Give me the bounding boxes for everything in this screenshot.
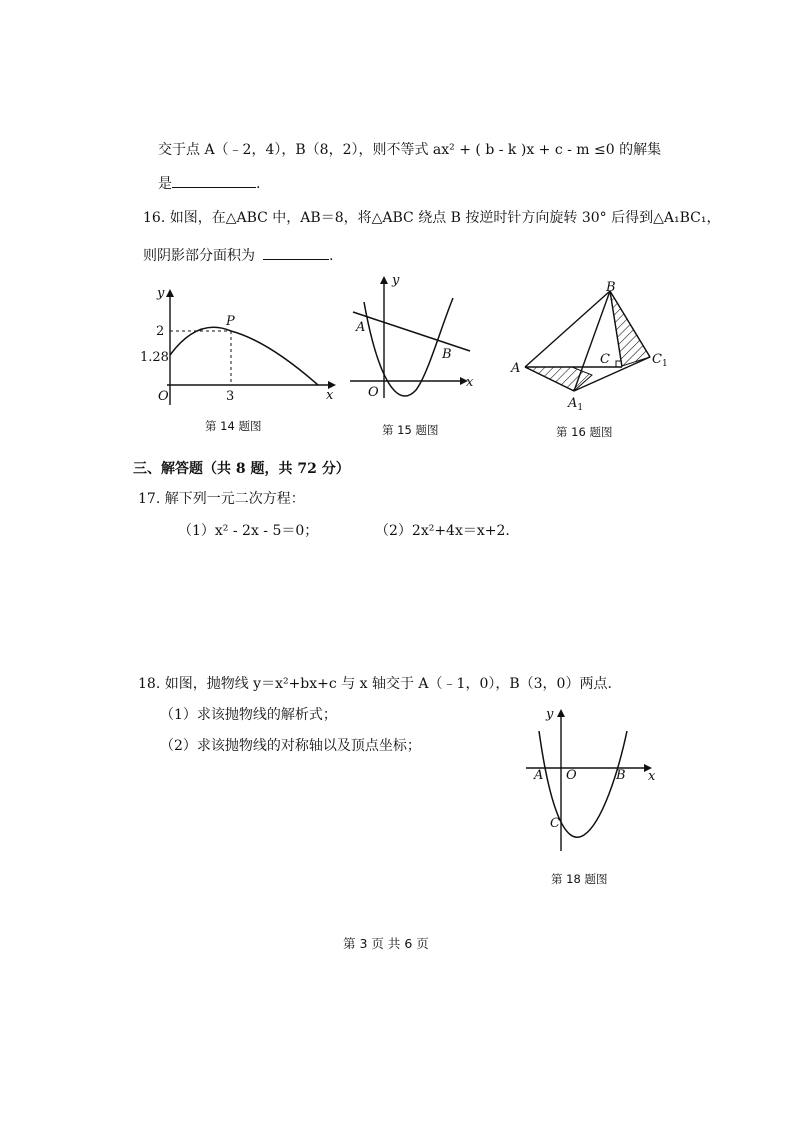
fig18-point-c: C — [550, 816, 560, 831]
fig14-tick-3: 3 — [226, 389, 235, 404]
q18-part-1: （1）求该抛物线的解析式； — [160, 707, 337, 723]
fig15-caption: 第 15 题图 — [382, 423, 439, 437]
fig14-origin: O — [158, 389, 169, 404]
fig15-point-b: B — [442, 347, 452, 362]
fig16-label-b: B — [606, 280, 616, 295]
fig18-caption: 第 18 题图 — [551, 872, 608, 886]
q17-part-1: （1）x² - 2x - 5＝0； — [178, 523, 319, 539]
fig18-point-a: A — [534, 768, 544, 783]
fig15-y-arrow — [380, 276, 388, 284]
fig16-label-c1: $C_1$ — [652, 352, 668, 369]
fig16-edge-ba1 — [574, 291, 610, 391]
q15-suffix: . — [256, 176, 261, 192]
fig16-edge-ab — [525, 291, 610, 367]
q17-stem: 17. 解下列一元二次方程： — [138, 491, 305, 507]
fig16-label-c: C — [600, 352, 610, 367]
fig14-point-p: P — [226, 314, 235, 329]
fig16-label-a1: $A_1$ — [568, 396, 584, 413]
fig15-point-a: A — [356, 320, 366, 335]
q18-stem: 18. 如图，抛物线 y＝x²+bx+c 与 x 轴交于 A（﹣1，0），B（3，0）两点. — [138, 676, 612, 692]
fig16-caption: 第 16 题图 — [556, 425, 613, 439]
fig18-x-label: x — [648, 769, 656, 784]
fig14-parabola — [170, 327, 318, 385]
fig14-y-arrow — [166, 289, 174, 297]
q15-prefix: 是 — [158, 176, 172, 192]
fig14-tick-1-28: 1.28 — [140, 350, 169, 365]
fig18-y-label: y — [546, 707, 554, 722]
page-number: 第 3 页 共 6 页 — [343, 936, 429, 951]
figure-14 — [140, 285, 340, 410]
fig15-x-label: x — [466, 375, 474, 390]
fig16-label-a: A — [511, 361, 521, 376]
fig18-y-arrow — [557, 709, 565, 717]
fig15-origin: O — [368, 385, 379, 400]
fig14-tick-2: 2 — [156, 324, 165, 339]
q16-line-2 — [143, 245, 333, 265]
fig16-right-angle — [616, 361, 621, 367]
fig18-origin: O — [566, 768, 577, 783]
q18-part-2: （2）求该抛物线的对称轴以及顶点坐标； — [160, 738, 421, 754]
figure-15 — [348, 270, 478, 405]
figure-16 — [510, 280, 670, 418]
fig18-point-b: B — [616, 768, 626, 783]
q16-line-1: 16. 如图，在△ABC 中，AB＝8，将△ABC 绕点 B 按逆时针方向旋转 30° 后得到△A₁BC₁， — [143, 210, 721, 226]
q15-answer-blank[interactable] — [172, 187, 256, 188]
fig14-y-label: y — [157, 286, 165, 301]
q16-answer-blank[interactable] — [263, 259, 329, 260]
fig15-y-label: y — [392, 273, 400, 288]
q15-line-2 — [158, 173, 260, 193]
q16-suffix: . — [329, 248, 334, 264]
q15-line-1: 交于点 A（﹣2，4），B（8，2），则不等式 ax² + ( b - k )x + c - m ≤0 的解集 — [158, 142, 662, 158]
fig14-caption: 第 14 题图 — [205, 419, 262, 433]
fig14-x-label: x — [326, 388, 334, 403]
q16-prefix: 则阴影部分面积为 — [143, 248, 255, 264]
section-3-title: 三、解答题（共 8 题，共 72 分） — [133, 461, 350, 477]
q17-part-2: （2）2x²+4x＝x+2. — [375, 523, 510, 539]
figure-18 — [524, 703, 664, 853]
